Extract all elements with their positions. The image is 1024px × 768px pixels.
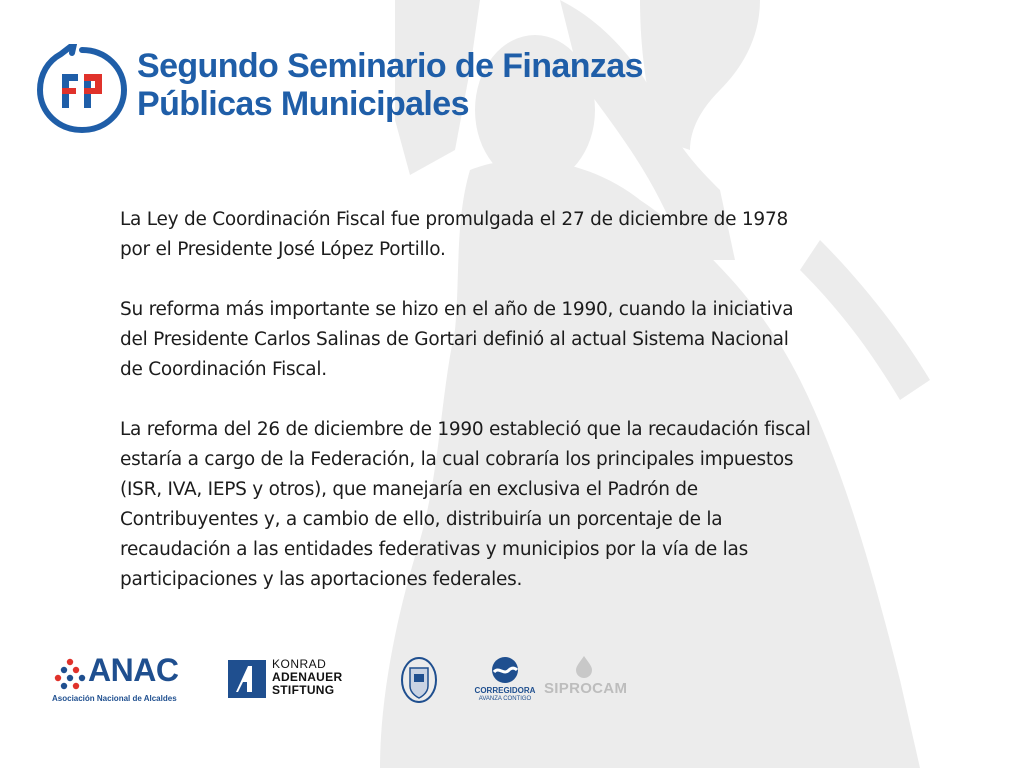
fp-logo-icon xyxy=(34,44,130,134)
corregidora-slogan: AVANZA CONTIGO xyxy=(478,696,532,702)
corregidora-wave-icon xyxy=(490,656,520,684)
page-title xyxy=(137,47,643,123)
siprocam-drop-icon xyxy=(574,656,594,678)
title-line-1: Segundo Seminario de Finanzas xyxy=(137,47,643,85)
coat-of-arms-icon xyxy=(400,656,438,704)
title-line-2: Públicas Municipales xyxy=(137,85,469,123)
kas-line-3: STIFTUNG xyxy=(272,683,335,697)
anac-name: ANAC xyxy=(88,652,179,688)
paragraph-1: La Ley de Coordinación Fiscal fue promulgada el 27 de diciembre de 1978 por el Presidente José López Portillo. xyxy=(120,209,788,260)
kas-mark-icon xyxy=(228,660,266,698)
anac-logo xyxy=(52,654,192,706)
corregidora-name: CORREGIDORA xyxy=(474,686,536,695)
anac-dots-icon xyxy=(52,658,88,690)
header xyxy=(34,40,654,140)
paragraph-3: La reforma del 26 de diciembre de 1990 estableció que la recaudación fiscal estaría a cargo de la Federación, la cual cobraría los principales impuestos (ISR, IVA, IEPS y otros), que manejaría en exclusiva el Padrón de Contribuyentes y, a cambio de ello, distribuiría un porcentaje de la recaudación a las entidades federativas y municipios por la vía de las participaciones y las aportaciones federales. xyxy=(120,419,811,590)
kas-line-1: KONRAD xyxy=(272,657,327,671)
siprocam-logo xyxy=(544,656,654,708)
konrad-adenauer-logo xyxy=(228,657,368,704)
kas-line-2: ADENAUER xyxy=(272,670,343,684)
kas-wordmark xyxy=(272,658,342,697)
siprocam-name: SIPROCAM xyxy=(544,680,628,697)
sponsor-logos xyxy=(52,652,652,712)
paragraph-2: Su reforma más importante se hizo en el año de 1990, cuando la iniciativa del Presidente Carlos Salinas de Gortari definió al actual Sistema Nacional de Coordinación Fiscal. xyxy=(120,299,794,380)
anac-subtitle: Asociación Nacional de Alcaldes xyxy=(52,694,177,703)
body-text xyxy=(120,205,920,625)
